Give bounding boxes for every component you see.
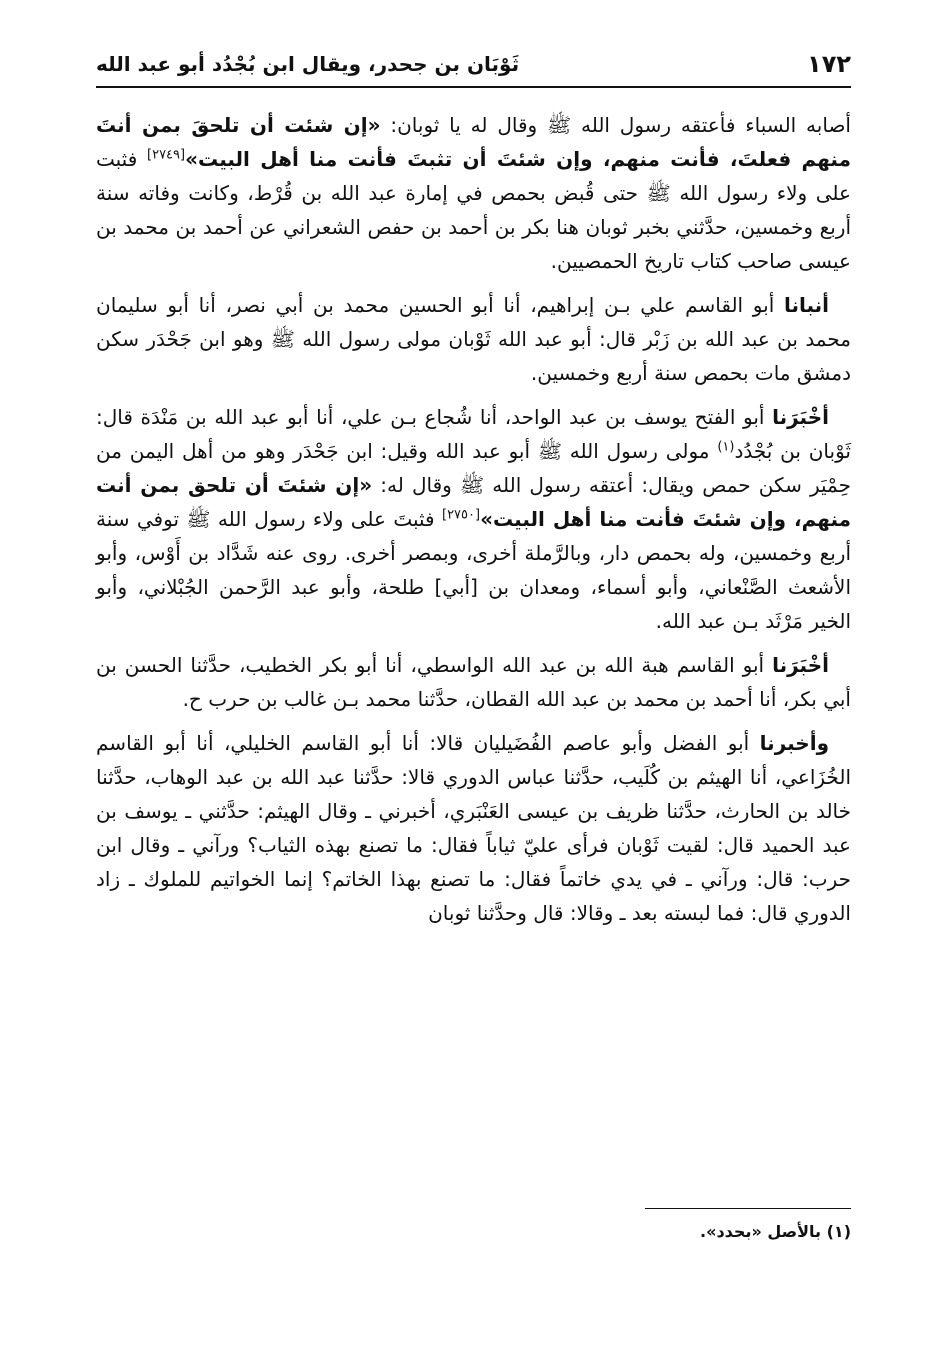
page-number: ١٧٢ [807,50,851,78]
footnote-reference: (١) [717,439,735,455]
paragraph-3-text: أبو الفتح يوسف بن عبد الواحد، أنا شُجاع بـن علي، أنا أبو عبد الله بن مَنْدَة قال: ثَوْبان بن بُجْدُد [96,405,851,463]
hadith-number-1: [٢٧٤٩] [147,147,186,163]
isnad-lead-3: أخْبَرَنا [772,405,829,429]
paragraph-4 [96,648,851,716]
paragraph-2-text: أبو القاسم علي بـن إبراهيم، أنا أبو الحسين محمد بن أبي نصر، أنا أبو سليمان محمد بن عبد الله بن زَبْر قال: أبو عبد الله ثَوْبان مولى رسول الله ﷺ وهو ابن جَحْدَر سكن دمشق مات بحمص سنة أربع وخمسين. [96,293,851,385]
paragraph-5-text: أبو الفضل وأبو عاصم الفُضَيليان قالا: أنا أبو القاسم الخليلي، أنا أبو القاسم الخُزَاعي، أنا الهيثم بن كُلَيب، حدَّثنا عباس الدوري قالا: حدَّثنا عبد الله بن عبد الوهاب، حدَّثنا خالد بن الحارث، حدَّثنا ظريف بن عيسى العَنْبَري، أخبرني ـ وقال الهيثم: حدَّثني ـ يوسف بن عبد الحميد قال: لقيت ثَوْبان فرأى عليّ ثياباً فقال: ما تصنع بهذه الثياب؟ ورآني ـ وقال ابن حرب: قال: ورآني ـ في يدي خاتماً فقال: ما تصنع بهذا الخاتم؟ إنما الخواتيم للملوك ـ زاد الدوري قال: فما لبسته بعد ـ وقالا: قال وحدَّثنا ثوبان [96,731,851,925]
paragraph-5 [96,726,851,930]
footnote-marker: (١) [826,1222,851,1241]
paragraph-2 [96,288,851,390]
isnad-lead-4: أخْبَرَنا [772,653,829,677]
paragraph-1-text: أصابه السباء فأعتقه رسول الله ﷺ وقال له يا ثوبان: [380,113,851,137]
hadith-quote-1: «إن شئت أن تلحقَ بمن أنتَ منهم فعلتَ، فأنت منهم، وإن شئتَ أن تثبتَ فأنت منا أهل البيت» [96,113,851,171]
footnote [560,1222,851,1241]
isnad-lead-5: وأخبرنا [759,731,829,755]
isnad-lead-2: أنبانا [783,293,829,317]
footnote-text: بالأصل «بحدد». [700,1222,827,1241]
running-title: ثَوْبَان بن جحدر، ويقال ابن بُجْدُد أبو عبد الله [96,52,520,76]
running-header [96,46,851,86]
footnote-rule [645,1208,851,1209]
paragraph-1 [96,108,851,278]
paragraph-3-middle: مولى رسول الله ﷺ أبو عبد الله وقيل: ابن جَحْدَر وهو من أهل اليمن من حِمْيَر سكن حمص ويقال: أعتقه رسول الله ﷺ وقال له: [96,439,851,497]
paragraph-4-text: أبو القاسم هبة الله بن عبد الله الواسطي، أنا أبو بكر الخطيب، حدَّثنا الحسن بن أبي بكر، أنا أحمد بن محمد بن عبد الله القطان، حدَّثنا محمد بـن غالب بن حرب ح. [96,653,851,711]
paragraph-3-continuation: فثبتَ على ولاء رسول الله ﷺ توفي سنة أربع وخمسين، وله بحمص دار، وبالرَّملة أخرى، وبمصر أخرى. روى عنه شَدَّاد بن أَوْس، وأبو الأشعث الصَّنْعاني، وأبو أسماء، ومعدان بن [أبي] طلحة، وأبو عبد الرَّحمن الجُبْلاني، وأبو الخير مَرْثَد بـن عبد الله. [96,507,851,633]
header-rule [96,86,851,88]
hadith-quote-2: «إن شئتَ أن تلحق بمن أنت منهم، وإن شئتَ فأنت منا أهل البيت» [96,473,852,531]
hadith-number-2: [٢٧٥٠] [441,507,481,523]
paragraph-3 [96,400,851,638]
paragraph-1-continuation: فثبت على ولاء رسول الله ﷺ حتى قُبض بحمص في إمارة عبد الله بن قُرْط، وكانت وفاته سنة أربع وخمسين، حدَّثني بخبر ثوبان هنا بكر بن أحمد بن حفص الشعراني عن أحمد بن محمد بن عيسى صاحب كتاب تاريخ الحمصيين. [96,147,851,273]
main-text [96,108,851,940]
